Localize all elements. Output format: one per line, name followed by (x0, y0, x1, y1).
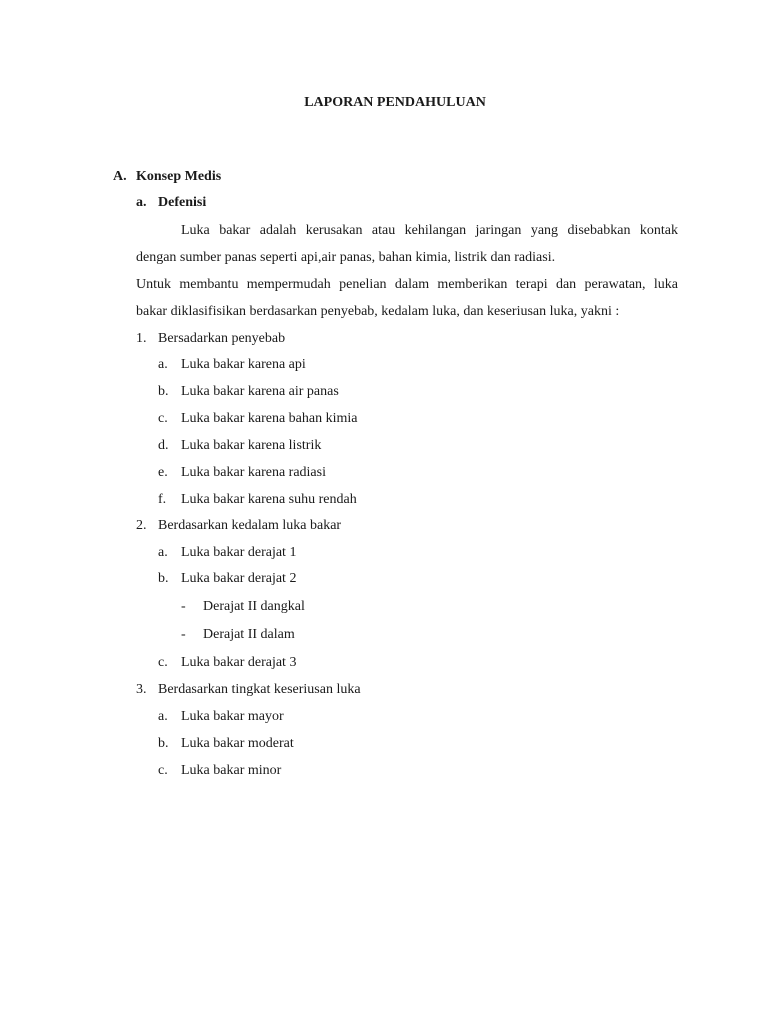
list-item: Bersadarkan penyebab (158, 331, 286, 346)
section-marker: A. (113, 169, 127, 184)
list-marker: - (181, 627, 186, 642)
list-marker: c. (158, 763, 168, 778)
list-marker: e. (158, 465, 168, 480)
list-marker: a. (158, 545, 168, 560)
subsection-marker: a. (136, 195, 147, 210)
list-item: Luka bakar karena suhu rendah (181, 492, 357, 507)
list-marker: c. (158, 655, 168, 670)
list-item: Luka bakar minor (181, 763, 282, 778)
list-item: Luka bakar karena radiasi (181, 465, 326, 480)
definition-line-1: Luka bakar adalah kerusakan atau kehilangan jaringan yang disebabkan kontak (181, 223, 678, 238)
subsection-heading: Defenisi (158, 195, 207, 210)
definition-line-2: dengan sumber panas seperti api,air panas, bahan kimia, listrik dan radiasi. (136, 250, 556, 265)
list-marker: b. (158, 736, 169, 751)
list-marker: d. (158, 438, 169, 453)
list-marker: c. (158, 411, 168, 426)
list-item: Luka bakar moderat (181, 736, 294, 751)
list-marker: 1. (136, 331, 147, 346)
list-item: Luka bakar karena api (181, 357, 306, 372)
list-item: Berdasarkan tingkat keseriusan luka (158, 682, 361, 697)
classification-intro-line-2: bakar diklasifisikan berdasarkan penyebab, kedalam luka, dan keseriusan luka, yakni : (136, 304, 620, 319)
list-item: Derajat II dalam (203, 627, 295, 642)
list-item: Luka bakar karena listrik (181, 438, 322, 453)
list-item: Luka bakar karena bahan kimia (181, 411, 358, 426)
list-marker: a. (158, 709, 168, 724)
list-item: Luka bakar mayor (181, 709, 284, 724)
list-marker: a. (158, 357, 168, 372)
section-heading: Konsep Medis (136, 169, 222, 184)
list-marker: 2. (136, 518, 147, 533)
list-item: Luka bakar derajat 1 (181, 545, 297, 560)
document-title: LAPORAN PENDAHULUAN (304, 95, 486, 110)
list-item: Luka bakar derajat 2 (181, 571, 297, 586)
list-marker: b. (158, 384, 169, 399)
classification-intro-line-1: Untuk membantu mempermudah penelian dalam memberikan terapi dan perawatan, luka (136, 277, 678, 292)
list-marker: f. (158, 492, 167, 507)
list-marker: - (181, 599, 186, 614)
list-item: Derajat II dangkal (203, 599, 305, 614)
list-marker: b. (158, 571, 169, 586)
list-item: Luka bakar karena air panas (181, 384, 339, 399)
list-item: Luka bakar derajat 3 (181, 655, 297, 670)
list-item: Berdasarkan kedalam luka bakar (158, 518, 342, 533)
list-marker: 3. (136, 682, 147, 697)
